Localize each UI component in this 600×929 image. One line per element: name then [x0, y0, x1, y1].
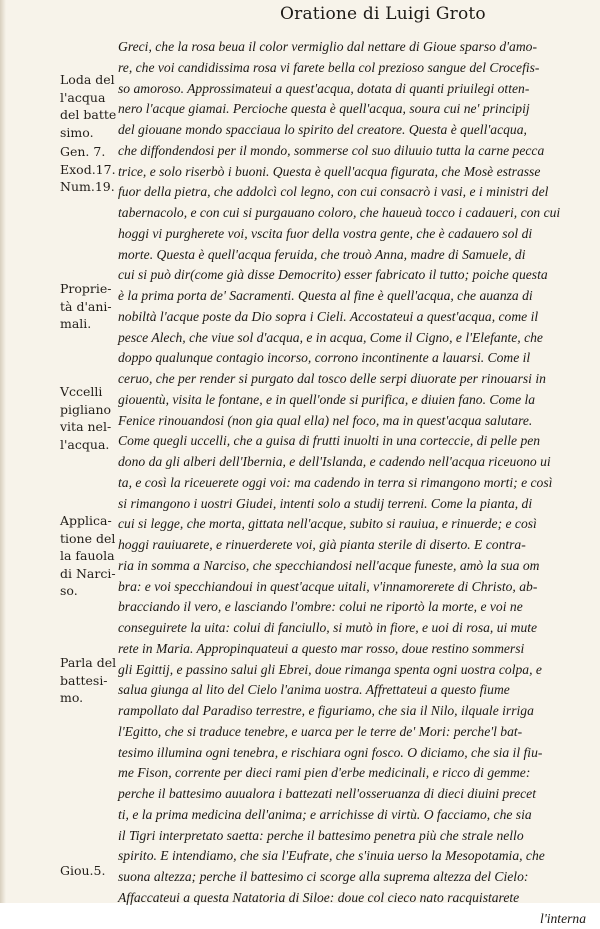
- margin-note-parla: [60, 654, 118, 707]
- text-line: pesce Alech, che viue sol d'acqua, e in acqua, Come il Cigno, e l'Elefante, che: [118, 328, 592, 349]
- text-line: dono da gli alberi dell'Ibernia, e dell'Islanda, e cadendo nell'acqua riceuono ui: [118, 452, 592, 473]
- margin-note-line: Loda del: [60, 71, 118, 89]
- margin-note-line: Gen. 7.: [60, 143, 118, 161]
- margin-note-line: Proprie-: [60, 280, 118, 298]
- margin-note-line: Vccelli: [60, 383, 118, 401]
- text-line: Affaccateui a questa Natatoria di Siloe: doue col cieco nato racquistarete: [118, 888, 592, 909]
- margin-note-line: la fauola: [60, 547, 118, 565]
- text-line: Fenice rinouandosi (non gia qual ella) nel foco, ma in quest'acqua salutare.: [118, 411, 592, 432]
- text-line: si rimangono i uostri Giudei, intenti solo a studij terreni. Come la pianta, di: [118, 494, 592, 515]
- text-line: morte. Questa è quell'acqua feruida, che trouò Anna, madre di Samuele, di: [118, 245, 592, 266]
- text-line: ta, e così la riceuerete oggi voi: ma cadendo in terra si rimangono morti; e così: [118, 473, 592, 494]
- text-line: tabernacolo, e con cui si purgauano coloro, che haueuà tocco i cadaueri, con cui: [118, 203, 592, 224]
- margin-note-applicatione: [60, 512, 118, 600]
- margin-note-line: l'acqua: [60, 89, 118, 107]
- text-line: fuor della pietra, che addolcì col legno, con cui consacrò i vasi, e i ministri del: [118, 182, 592, 203]
- margin-note-line: mo.: [60, 689, 118, 707]
- margin-note-line: Applica-: [60, 512, 118, 530]
- margin-note-line: Giou.5.: [60, 862, 118, 880]
- text-line: so amoroso. Approssimateui a quest'acqua, dotata di quanti priuilegi otten-: [118, 79, 592, 100]
- text-line: che diffondendosi per il mondo, sommerse col suo diluuio tutta la carne pecca: [118, 141, 592, 162]
- margin-note-line: tione del: [60, 530, 118, 548]
- text-line: Greci, che la rosa beua il color vermiglio dal nettare di Gioue sparso d'amo-: [118, 37, 592, 58]
- body-text: [118, 37, 592, 929]
- text-line: cui si legge, che morta, gittata nell'acque, subito si rauiua, e rinuerde; e così: [118, 514, 592, 535]
- margin-note-gen: [60, 143, 118, 196]
- margin-note-line: Exod.17.: [60, 161, 118, 179]
- text-line: il Tigri interpretato saetta: perche il battesimo penetra più che strale nello: [118, 826, 592, 847]
- text-line: doppo qualunque contagio incorso, corrono incontinente a lauarsi. Come il: [118, 348, 592, 369]
- margin-note-line: Parla del: [60, 654, 118, 672]
- text-line: nero l'acque giamai. Percioche questa è quell'acqua, soura cui ne' principij: [118, 99, 592, 120]
- text-line: ceruo, che per render si purgato dal tosco delle serpi diuorate per rinouarsi in: [118, 369, 592, 390]
- text-line: cui si può dir(come già disse Democrito) esser fabricato il tutto; poiche questa: [118, 265, 592, 286]
- running-head: Oratione di Luigi Groto: [280, 4, 486, 24]
- text-line: tesimo illumina ogni tenebra, e rischiara ogni fosco. O diciamo, che sia il fiu-: [118, 743, 592, 764]
- text-line: del giouane mondo spacciaua lo spirito del creatore. Questa è quell'acqua,: [118, 120, 592, 141]
- margin-note-line: vita nel-: [60, 418, 118, 436]
- text-line: giouentù, visita le fontane, e in quell'onde si purifica, e diuien fano. Come la: [118, 390, 592, 411]
- text-line: salua giunga al lito del Cielo l'anima uostra. Affrettateui a questo fiume: [118, 680, 592, 701]
- text-line: bra: e voi specchiandoui in quest'acque uitali, v'innamorerete di Christo, ab-: [118, 577, 592, 598]
- margin-note-line: Num.19.: [60, 178, 118, 196]
- text-line: bracciando il vero, e lasciando l'ombre: colui ne riportò la morte, e voi ne: [118, 597, 592, 618]
- margin-note-line: mali.: [60, 315, 118, 333]
- text-line: hoggi vi purgherete voi, vscita fuor della vostra gente, che è cadauero sol di: [118, 224, 592, 245]
- catchword: l'interna: [118, 909, 592, 929]
- text-line: spirito. E intendiamo, che sia l'Eufrate, che s'inuia uerso la Mesopotamia, che: [118, 846, 592, 867]
- text-line: ria in somma a Narciso, che specchiandosi nell'acque funeste, amò la sua om: [118, 556, 592, 577]
- text-line: nobiltà l'acque poste da Dio sopra i Cieli. Accostateui a quest'acqua, come il: [118, 307, 592, 328]
- margin-note-line: tà d'ani-: [60, 298, 118, 316]
- text-line: ti, e la prima medicina dell'anima; e arrichisse di virtù. O facciamo, che sia: [118, 805, 592, 826]
- text-line: è la prima porta de' Sacramenti. Questa al fine è quell'acqua, che auanza di: [118, 286, 592, 307]
- text-line: perche il battesimo auualora i battezati nell'osseruanza di dieci diuini precet: [118, 784, 592, 805]
- margin-note-line: simo.: [60, 124, 118, 142]
- text-line: re, che voi candidissima rosa vi farete bella col prezioso sangue del Crocefis-: [118, 58, 592, 79]
- text-line: conseguirete la uita: colui di fanciullo, si mutò in fiore, e uoi di rosa, ui mute: [118, 618, 592, 639]
- margin-note-loda: [60, 71, 118, 141]
- margin-note-proprieta: [60, 280, 118, 333]
- text-line: rete in Maria. Appropinquateui a questo mar rosso, doue restino sommersi: [118, 639, 592, 660]
- text-line: suona altezza; perche il battesimo ci scorge alla suprema altezza del Cielo:: [118, 867, 592, 888]
- text-line: hoggi rauiuarete, e rinuerderete voi, già pianta sterile di diserto. E contra-: [118, 535, 592, 556]
- margin-note-line: l'acqua.: [60, 436, 118, 454]
- text-line: me Fison, corrente per dieci rami pien d'erbe medicinali, e ricco di gemme:: [118, 763, 592, 784]
- margin-note-line: battesi-: [60, 672, 118, 690]
- text-line: gli Egittij, e passino salui gli Ebrei, doue rimanga spenta ogni uostra colpa, e: [118, 660, 592, 681]
- margin-note-line: di Narci-: [60, 565, 118, 583]
- text-line: Come quegli uccelli, che a guisa di frutti inuolti in una corteccie, di pelle pen: [118, 431, 592, 452]
- margin-note-giou: [60, 862, 118, 880]
- margin-note-line: pigliano: [60, 401, 118, 419]
- text-line: l'Egitto, che si traduce tenebre, e uarca per le terre de' Mori: perche'l bat-: [118, 722, 592, 743]
- text-line: trice, e solo riserbò i buoni. Questa è quell'acqua figurata, che Mosè estrasse: [118, 162, 592, 183]
- margin-note-uccelli: [60, 383, 118, 453]
- text-line: rampollato dal Paradiso terrestre, e figuriamo, che sia il Nilo, ilquale irriga: [118, 701, 592, 722]
- margin-note-line: so.: [60, 582, 118, 600]
- margin-note-line: del batte: [60, 106, 118, 124]
